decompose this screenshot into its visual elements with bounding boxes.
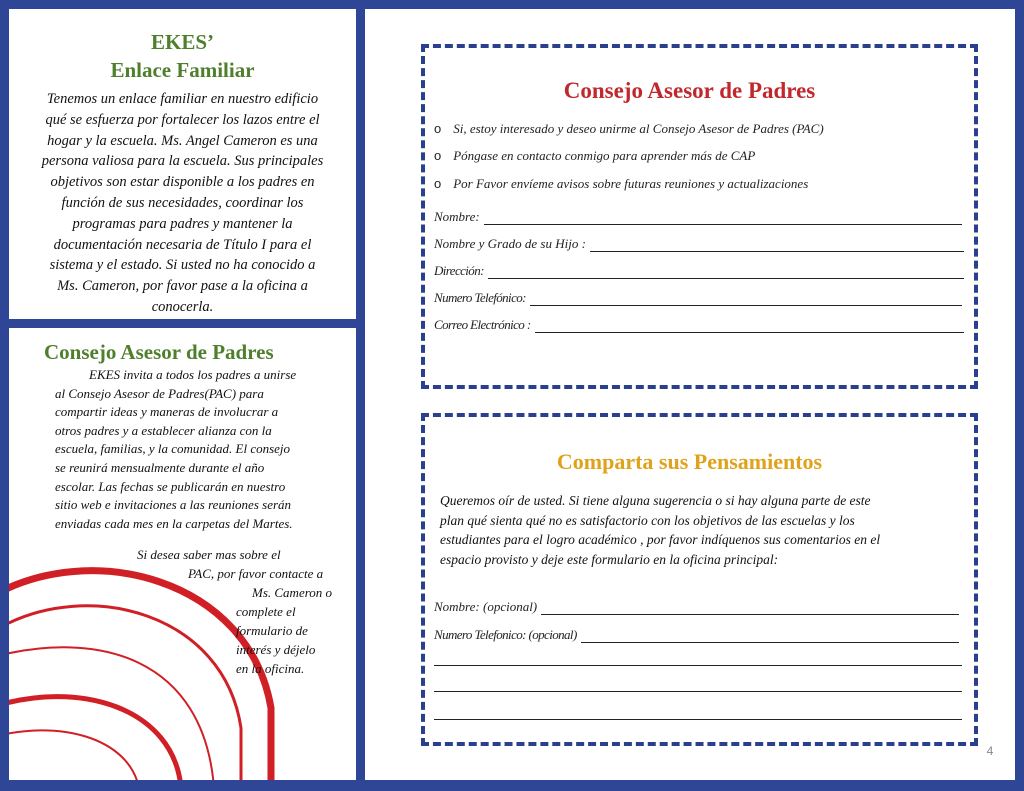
comment-line[interactable] (434, 665, 962, 666)
field-label: Numero Telefónico: (434, 290, 526, 305)
pac-contact-line: Si desea saber mas sobre el (137, 547, 281, 562)
thoughts-line: estudiantes para el logro académico , por favor indíquenos sus comentarios en el (440, 532, 881, 547)
swirl-arc-low (9, 697, 181, 780)
pac-option-label: Si, estoy interesado y deseo unirme al Consejo Asesor de Padres (PAC) (453, 121, 824, 136)
pac-option[interactable] (434, 148, 755, 164)
pac-info-line: enviadas cada mes en la carpetas del Martes. (55, 515, 293, 531)
checkbox-bullet-icon[interactable]: o (434, 121, 442, 136)
pac-info-line: sitio web e invitaciones a las reuniones serán (55, 497, 292, 513)
page-number: 4 (986, 744, 994, 758)
pac-field-direccion[interactable] (434, 263, 964, 279)
enlace-line: Tenemos un enlace familiar en nuestro edificio (46, 91, 319, 107)
enlace-line: conocerla. (151, 298, 214, 315)
thoughts-field-nombre[interactable] (434, 599, 959, 615)
pac-contact-line: en la oficina. (236, 661, 305, 676)
pac-info-body (55, 366, 355, 533)
pac-contact-line: interés y déjelo (236, 642, 316, 657)
field-line[interactable] (590, 239, 964, 252)
comment-line[interactable] (434, 719, 962, 720)
enlace-line: programas para padres y mantener la (72, 215, 293, 232)
enlace-line: qué se esfuerza por fortalecer los lazos entre el (45, 111, 320, 128)
field-label: Nombre y Grado de su Hijo : (434, 236, 586, 251)
thoughts-field-telefono[interactable] (434, 627, 959, 643)
pac-info-line: EKES invita a todos los padres a unirse (89, 367, 297, 382)
pac-info-title: Consejo Asesor de Padres (44, 340, 274, 364)
enlace-line: Ms. Cameron, por favor pase a la oficina a (57, 278, 308, 295)
enlace-line: documentación necesaria de Título I para el (53, 236, 312, 253)
enlace-line: objetivos son estar disponible a los padres en (50, 174, 315, 191)
pac-info-line: escuela, familias, y la comunidad. El consejo (55, 441, 291, 457)
thoughts-line: Queremos oír de usted. Si tiene alguna sugerencia o si hay alguna parte de este (440, 493, 871, 508)
pac-form-title: Consejo Asesor de Padres (563, 78, 816, 103)
enlace-title-line2: Enlace Familiar (110, 58, 255, 82)
pac-option-label: Por Favor envíeme avisos sobre futuras reuniones y actualizaciones (453, 176, 809, 191)
pac-contact-line: PAC, por favor contacte a (188, 566, 324, 581)
enlace-title (9, 28, 356, 84)
thoughts-body (440, 491, 960, 569)
field-label: Numero Telefonico: (opcional) (434, 627, 577, 642)
pac-contact-line: formulario de (236, 623, 308, 638)
field-line[interactable] (488, 266, 964, 279)
checkbox-bullet-icon[interactable]: o (434, 176, 442, 191)
field-label: Nombre: (434, 209, 480, 224)
field-line[interactable] (530, 293, 962, 306)
pac-info-line: otros padres y a establecer alianza con la (55, 422, 272, 438)
pac-contact (0, 545, 360, 678)
field-label: Correo Electrónico : (434, 317, 531, 332)
pac-option[interactable] (434, 176, 808, 192)
pac-field-hijo[interactable] (434, 236, 964, 252)
thoughts-form-title: Comparta sus Pensamientos (556, 449, 823, 474)
thoughts-line: espacio provisto y deje este formulario en la oficina principal: (440, 551, 779, 567)
field-line[interactable] (581, 630, 959, 643)
comment-line[interactable] (434, 691, 962, 692)
pac-field-correo[interactable] (434, 317, 964, 333)
field-label: Nombre: (opcional) (434, 599, 538, 614)
enlace-body (12, 89, 353, 318)
checkbox-bullet-icon[interactable]: o (434, 148, 442, 163)
swirl-arc-low2 (9, 730, 139, 780)
pac-option-label: Póngase en contacto conmigo para aprender más de CAP (453, 148, 756, 163)
pac-field-nombre[interactable] (434, 209, 962, 225)
pac-info-line: al Consejo Asesor de Padres(PAC) para (55, 385, 264, 401)
enlace-line: hogar y la escuela. Ms. Angel Cameron es una (47, 132, 318, 149)
field-line[interactable] (484, 212, 962, 225)
enlace-line: persona valiosa para la escuela. Sus principales (41, 153, 324, 170)
field-label: Dirección: (434, 263, 484, 278)
enlace-line: sistema y el estado. Si usted no ha conocido a (49, 257, 316, 274)
pac-contact-line: complete el (236, 604, 296, 619)
thoughts-line: plan qué sienta qué no es satisfactorio con los objetivos de las escuelas y los (440, 512, 855, 528)
pac-info-line: se reunirá mensualmente durante el año (55, 459, 265, 475)
pac-contact-line: Ms. Cameron o (252, 585, 333, 600)
pac-info-line: escolar. Las fechas se publicarán en nuestro (55, 478, 286, 494)
pac-info-line: compartir ideas y maneras de involucrar a (55, 404, 279, 420)
field-line[interactable] (535, 320, 964, 333)
pac-field-telefono[interactable] (434, 290, 962, 306)
enlace-title-line1: EKES’ (150, 30, 215, 54)
pac-option[interactable] (434, 121, 824, 137)
field-line[interactable] (541, 602, 959, 615)
enlace-line: función de sus necesidades, coordinar los (61, 194, 304, 211)
